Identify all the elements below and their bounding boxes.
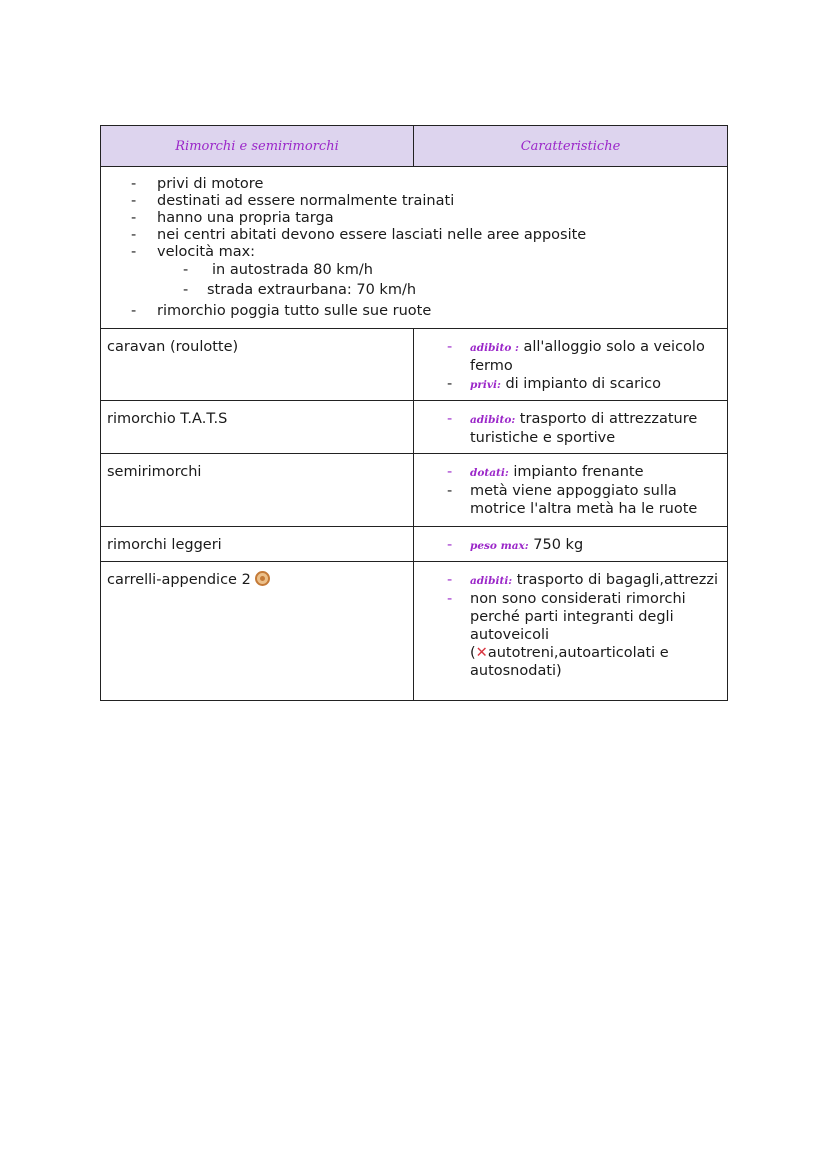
feature-text: metà viene appoggiato sulla motrice l'altra metà ha le ruote: [470, 483, 698, 517]
wagon-wheel-icon: [255, 571, 270, 586]
feature-text: non sono considerati rimorchi perché parti integranti degli autoveicoli: [470, 591, 686, 643]
header-row: [101, 126, 728, 167]
speed-highway: - in autostrada 80 km/h: [127, 261, 727, 280]
intro-item: - destinati ad essere normalmente trainati: [127, 193, 727, 210]
row-name: rimorchio T.A.T.S: [101, 401, 414, 454]
feature-prefix: (: [470, 645, 476, 661]
intro-item: - hanno una propria targa: [127, 210, 727, 227]
cross-mark-icon: ✕: [475, 645, 488, 661]
feature-text: di impianto di scarico: [500, 376, 662, 392]
table-row: [101, 562, 728, 701]
row-features: [414, 329, 728, 401]
intro-row: [101, 167, 728, 329]
speed-extraurban: - strada extraurbana: 70 km/h: [127, 280, 727, 301]
feature-item: [444, 536, 721, 555]
table-row: [101, 401, 728, 454]
header-rimorchi: Rimorchi e semirimorchi: [101, 126, 414, 167]
row-features: [414, 401, 728, 454]
feature-text: autotreni,autoarticolati e autosnodati): [470, 645, 669, 679]
intro-cell: [101, 167, 728, 329]
table-row: [101, 454, 728, 527]
feature-text: trasporto di bagagli,attrezzi: [512, 572, 719, 588]
row-features: [414, 527, 728, 562]
intro-item: - privi di motore: [127, 176, 727, 193]
row-name: rimorchi leggeri: [101, 527, 414, 562]
feature-keyword: privi:: [470, 379, 501, 391]
trailers-table: [100, 125, 728, 701]
intro-item: - rimorchio poggia tutto sulle sue ruote: [127, 303, 727, 320]
row-features: [414, 454, 728, 527]
row-features: [414, 562, 728, 701]
feature-keyword: dotati:: [470, 467, 509, 479]
feature-keyword: adibito :: [470, 342, 519, 354]
feature-item: [444, 644, 721, 680]
intro-item: - nei centri abitati devono essere lasciati nelle aree apposite: [127, 227, 727, 244]
intro-list: [127, 176, 727, 320]
header-caratteristiche: Caratteristiche: [414, 126, 728, 167]
feature-item: [444, 590, 721, 644]
intro-item: - velocità max:: [127, 244, 727, 261]
feature-item: [444, 463, 721, 482]
table-row: [101, 329, 728, 401]
feature-item: [444, 338, 721, 375]
feature-text: all'alloggio solo a veicolo fermo: [470, 339, 705, 374]
feature-keyword: adibiti:: [470, 575, 513, 587]
feature-keyword: peso max:: [470, 540, 529, 552]
row-name: carrelli-appendice 2: [107, 572, 251, 588]
feature-text: impianto frenante: [508, 464, 644, 480]
feature-keyword: adibito:: [470, 414, 516, 426]
feature-text: trasporto di attrezzature turistiche e sportive: [470, 411, 698, 446]
feature-item: [444, 571, 721, 590]
feature-text: 750 kg: [528, 537, 584, 553]
table-row: [101, 527, 728, 562]
feature-item: [444, 375, 721, 394]
feature-item: [444, 482, 721, 518]
row-name: caravan (roulotte): [101, 329, 414, 401]
row-name: semirimorchi: [101, 454, 414, 527]
row-name-cell: [101, 562, 414, 701]
feature-item: [444, 410, 721, 447]
